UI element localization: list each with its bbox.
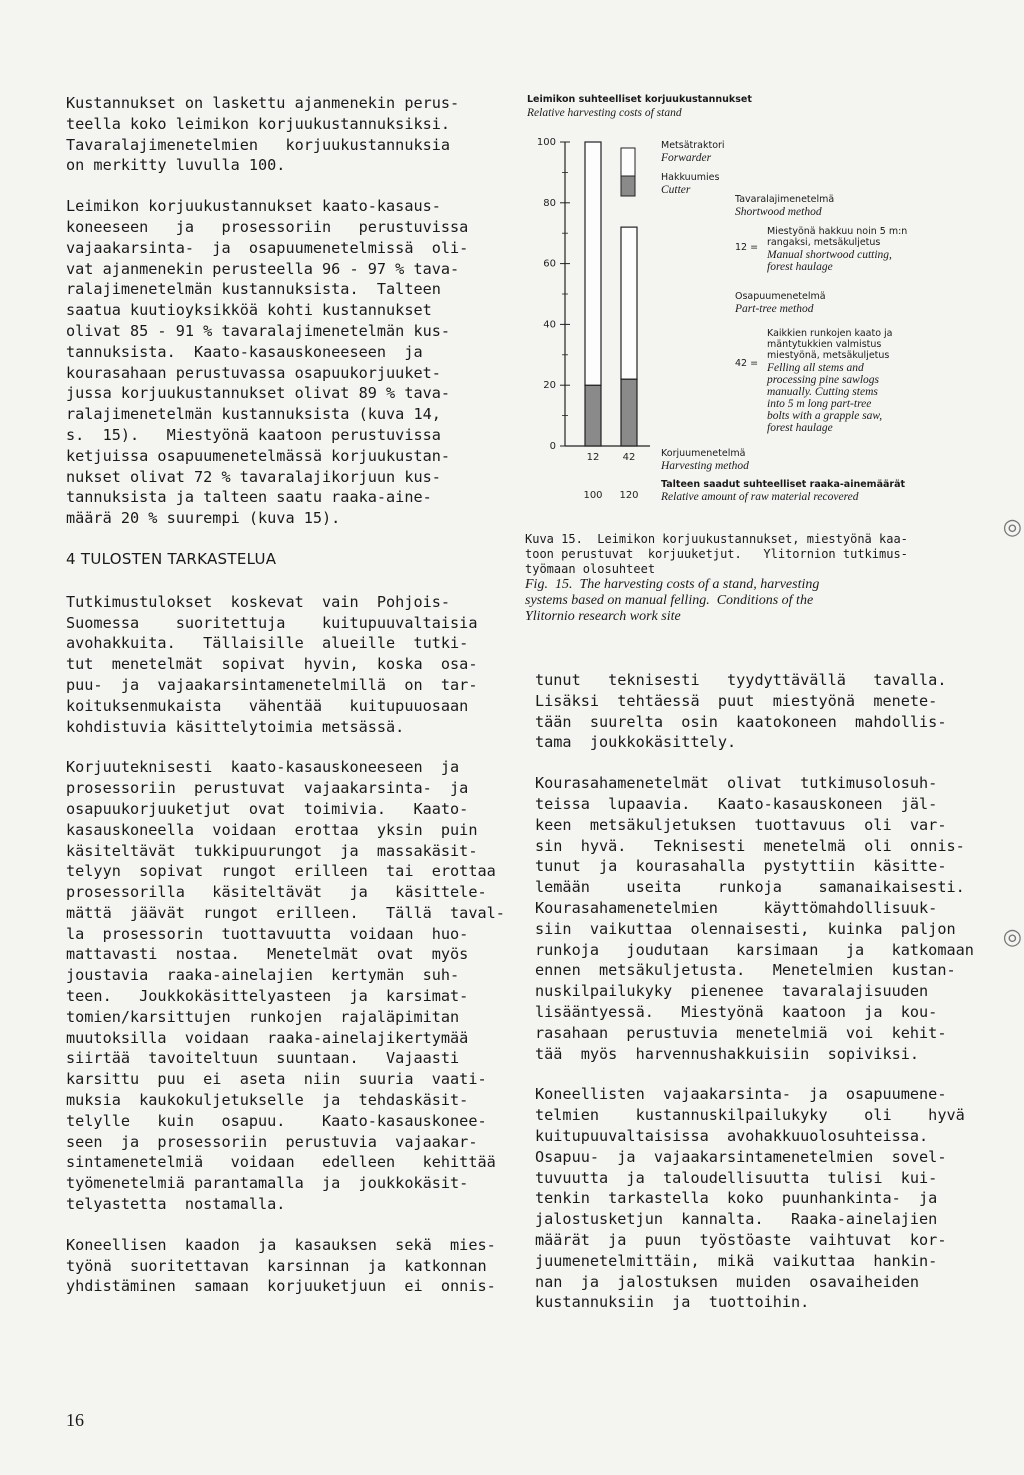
left-text-column: [66, 93, 506, 1317]
y-tick-label: 20: [543, 380, 556, 392]
shortwood-label-fi: Tavaralajimenetelmä: [735, 194, 835, 205]
paragraph-results-scope: Tutkimustulokset koskevat vain Pohjois- Suomessa suoritettuja kuitupuuvaltaisia avohakkuita. Tällaisille alueille tutki- tut menetelmät sopivat hyvin, koska osa- puu- ja vajaakarsintamenetelmillä on tar- koituksenmukaista vähentää kuitupuuosaan kohdistuvia käsittelytoimia metsässä.: [66, 592, 478, 736]
y-tick-label: 40: [543, 319, 556, 331]
paragraph-stand-costs: Leimikon korjuukustannukset kaato-kasaus- koneeseen ja prosessoriin perustuvissa vajaakarsinta- ja osapuumenetelmissä oli- vat ajanmenekin perusteella 96 - 97 % tava- ralajimenetelmän kustannuksista. Talteen saatua kuutioyksikköä kohti kustannukset olivat 85 - 91 % tavaralajimenetelmän kus- tannuksista. Kaato-kasauskoneeseen ja kourasahaan perustuvassa osapuukorjuuket- jussa korjuukustannukset olivat 89 % tava- ralajimenetelmän kustannuksista (kuva 14, s. 15). Miestyönä kaatoon perustuvissa ketjuissa osapuumenetelmässä korjuukustan- nukset olivat 72 % tavaralajikorjuun kus- tannuksista ja talteen saatu raaka-aine- määrä 20 % suurempi (kuva 15).: [66, 197, 469, 528]
page-number: 16: [66, 1410, 84, 1430]
figure-caption: [525, 532, 965, 625]
paragraph-competitiveness: Koneellisten vajaakarsinta- ja osapuumene- telmien kustannuskilpailukyky oli hyvä kuitupuuvaltaisissa avohakkuuolosuhteissa. Osapuu- ja vajaakarsintamenetelmien sovel- tuvuutta ja taloudellisuutta tulisi kui- tenkin tarkastella koko puunhankinta- ja jalostusketjun kannalta. Raaka-ainelajien määrät ja puun työstöaste vaihtuvat kor- juumenetelmittäin, mikä vaikuttaa hankin- nan ja jalostuksen muiden osavaiheiden kustannuksiin ja tuottoihin.: [535, 1085, 965, 1312]
paragraph-harvesting-chains: Korjuuteknisesti kaato-kasauskoneeseen ja prosessoriin perustuvat vajaakarsinta- ja osapuukorjuuketjut ovat toimivia. Kaato- kasauskoneella voidaan erottaa yksin puin käsiteltävät tukkipuurungot ja massakäsit- telyyn sopivat rungot erilleen tai erottaa prosessorilla käsiteltävät ja käsittele- mättä jäävät rungot erilleen. Tällä taval- la prosessorin tuottavuutta voidaan huo- mattavasti nostaa. Menetelmät ovat myös joustavia raaka-ainelajien kertymän suh- teen. Joukkokäsittelyasteen ja karsimat- tomien/karsittujen runkojen rajaläpimitan muutoksilla voidaan raaka-ainelajikertymää siirtää tavoiteltuun suuntaan. Vajaasti karsittu puu ei aseta niin suuria vaati- muksia kaukokuljetukselle ja tehdaskäsit- telylle kuin osapuu. Kaato-kasauskonee- seen ja prosessoriin perustuvia vajaakar- sintamenetelmiä voidaan edelleen kehittää työmenetelmiä parantamalla ja joukkokäsit- telyastetta nostamalla.: [66, 758, 505, 1214]
cost-chart: [525, 130, 655, 501]
margin-mark: ◎: [1002, 515, 1022, 540]
caption-en: Fig. 15. The harvesting costs of a stand, harvesting systems based on manual felling. Conditions of the Ylitornio research work site: [525, 577, 820, 624]
margin-mark: ◎: [1002, 925, 1022, 950]
category-label: 12: [586, 452, 600, 463]
y-tick-label: 60: [543, 258, 556, 270]
caption-fi: Kuva 15. Leimikon korjuukustannukset, miestyönä kaa- toon perustuvat korjuuketjut. Ylitornion tutkimus- työmaan olosuhteet: [525, 532, 908, 576]
amount-value-label: 120: [619, 490, 639, 501]
legend-cutter-en: Cutter: [661, 184, 691, 196]
method-42-desc-fi: Kaikkien runkojen kaato ja mäntytukkien valmistus miestyönä, metsäkuljetus: [767, 328, 893, 361]
category-label: 42: [622, 452, 636, 463]
parttree-label-en: Part-tree method: [735, 303, 814, 315]
paragraph-manual-result: tunut teknisesti tyydyttävällä tavalla. Lisäksi tehtäessä puut miestyönä menete- tään suurelta osin kaatokoneen mahdollis- tama joukkokäsittely.: [535, 671, 947, 752]
legend-swatch-cutter: [621, 176, 635, 196]
amount-label-en: Relative amount of raw material recovered: [661, 491, 859, 503]
method-12-desc-fi: Miestyönä hakkuu noin 5 m:n rangaksi, metsäkuljetus: [767, 226, 908, 248]
y-tick-label: 80: [543, 197, 556, 209]
legend-forwarder-en: Forwarder: [661, 152, 712, 164]
amount-label-fi: Talteen saadut suhteelliset raaka-ainemäärät: [661, 479, 906, 490]
paragraph-grapple-saw: Kourasahamenetelmät olivat tutkimusolosuh- teissa lupaavia. Kaato-kasauskoneen jäl- keen metsäkuljetuksen tuottavuus oli var- sin hyvä. Teknisesti menetelmä oli onnis- tunut ja kourasahalla pystyttiin käsitte- lemään useita runkoja samanaikaisesti. Kourasahamenetelmien käyttömahdollisuuk- siin vaikuttaa olennaisesti, kuinka paljon runkoja joudutaan karsimaan ja katkomaan ennen metsäkuljetusta. Menetelmien kustan- nuskilpailukyky pienenee tavaralajisuuden lisääntyessä. Miestyönä kaatoon ja kou- rasahaan perustuvia menetelmiä voi kehit- tää myös harvennushakkuisiin sopiviksi.: [535, 774, 974, 1063]
paragraph-cost-basis: Kustannukset on laskettu ajanmenekin perus- teella koko leimikon korjuukustannuksiksi. Tavaralajimenetelmien korjuukustannuksia on merkitty luvulla 100.: [66, 94, 460, 175]
shortwood-label-en: Shortwood method: [735, 206, 822, 218]
figure-15: [525, 90, 995, 520]
y-tick-label: 0: [549, 441, 556, 452]
bar-segment: [621, 379, 637, 446]
section-heading: 4 TULOSTEN TARKASTELUA: [66, 549, 277, 568]
paragraph-manual-felling: Koneellisen kaadon ja kasauksen sekä mies- työnä suoritettavan karsinnan ja katkonnan yhdistäminen samaan korjuuketjuun ei onnis-: [66, 1235, 496, 1296]
method-axis-en: Harvesting method: [661, 460, 749, 472]
method-42-desc-en: Felling all stems and processing pine sawlogs manually. Cutting stems into 5 m long part-tree bolts with a grapple saw, forest haulage: [767, 362, 883, 434]
figure-title-fi: Leimikon suhteelliset korjuukustannukset: [527, 94, 752, 105]
bar-segment: [585, 385, 601, 446]
legend-swatch-forwarder: [621, 148, 635, 176]
method-12-desc-en: Manual shortwood cutting, forest haulage: [767, 249, 892, 273]
method-axis-fi: Korjuumenetelmä: [661, 448, 746, 459]
y-tick-label: 100: [536, 137, 556, 148]
right-text-column: [535, 670, 975, 1333]
legend-forwarder-fi: Metsätraktori: [661, 140, 725, 151]
bar-segment: [621, 227, 637, 379]
amount-value-label: 100: [583, 490, 603, 501]
method-42-label: 42 =: [735, 358, 759, 369]
bar-segment: [585, 142, 601, 385]
figure-title-en: Relative harvesting costs of stand: [527, 107, 682, 119]
parttree-label-fi: Osapuumenetelmä: [735, 291, 826, 302]
legend-cutter-fi: Hakkuumies: [661, 172, 720, 183]
method-12-label: 12 =: [735, 242, 759, 253]
